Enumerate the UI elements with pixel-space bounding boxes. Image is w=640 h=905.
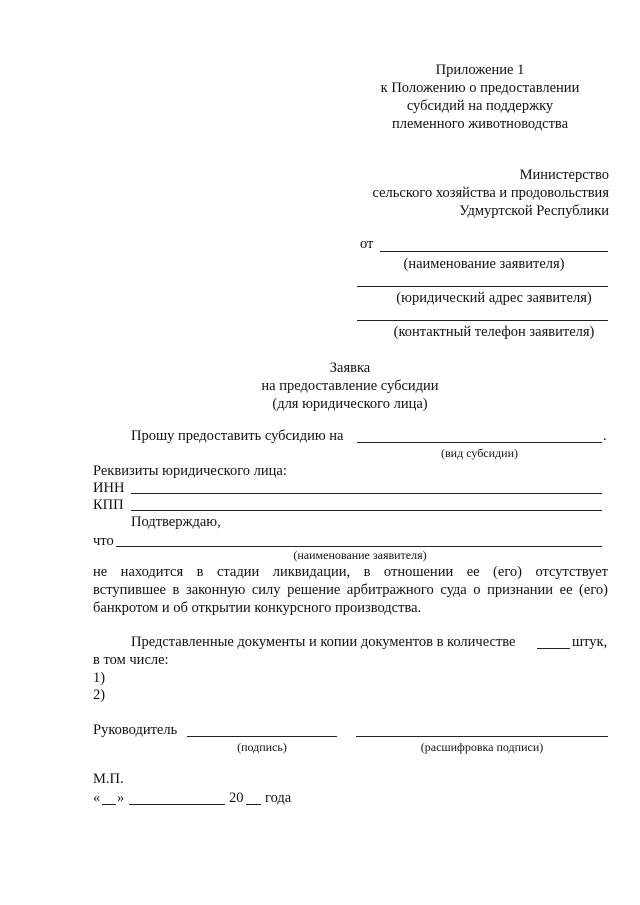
date-year-suffix: года [265, 790, 292, 806]
date-day-field[interactable] [102, 804, 116, 805]
request-text: Прошу предоставить субсидию на [131, 428, 344, 444]
documents-count-field[interactable] [537, 648, 570, 649]
applicant-name-confirm-caption: (наименование заявителя) [293, 548, 427, 562]
confirm-text: Подтверждаю, [131, 514, 221, 530]
appendix-title: Приложение 1 [435, 62, 525, 78]
applicant-phone-field[interactable] [357, 320, 608, 321]
requisites-title: Реквизиты юридического лица: [93, 463, 287, 479]
request-end: . [603, 428, 607, 444]
confirm-line-3: банкротом и об открытии конкурсного производства. [93, 600, 422, 616]
kpp-field[interactable] [131, 510, 602, 511]
from-label: от [360, 236, 374, 252]
date-open-quote: « [93, 790, 101, 806]
inn-label: ИНН [93, 480, 125, 496]
applicant-name-caption: (наименование заявителя) [403, 256, 565, 272]
applicant-phone-caption: (контактный телефон заявителя) [393, 324, 595, 340]
subsidy-type-caption: (вид субсидии) [441, 446, 518, 460]
documents-item-2: 2) [93, 687, 106, 703]
signature-decode-caption: (расшифровка подписи) [420, 740, 544, 754]
date-close-quote: » [117, 790, 125, 806]
doc-subtitle: на предоставление субсидии [261, 378, 439, 394]
kpp-label: КПП [93, 497, 124, 513]
date-month-field[interactable] [129, 804, 225, 805]
documents-unit: штук, [572, 634, 608, 650]
date-year-prefix: 20 [229, 790, 244, 806]
applicant-name-field[interactable] [380, 251, 608, 252]
subsidy-type-field[interactable] [357, 442, 602, 443]
signature-label: Руководитель [93, 722, 178, 738]
signature-field[interactable] [187, 736, 337, 737]
confirm-line-2: вступившее в законную силу решение арбитражного суда о признании ее (его) [93, 582, 608, 598]
stamp-label: М.П. [93, 771, 124, 787]
signature-caption: (подпись) [237, 740, 287, 754]
doc-subtitle-2: (для юридического лица) [272, 396, 428, 412]
documents-item-1: 1) [93, 670, 106, 686]
documents-text: Представленные документы и копии документов в количестве [131, 634, 516, 650]
applicant-name-confirm-field[interactable] [116, 546, 602, 547]
date-year-field[interactable] [246, 804, 261, 805]
addressee-line-3: Удмуртской Республики [459, 203, 609, 219]
confirm-what: что [93, 533, 114, 549]
inn-field[interactable] [131, 493, 602, 494]
confirm-line-1: не находится в стадии ликвидации, в отношении ее (его) отсутствует [93, 564, 608, 580]
addressee-line-1: Министерство [519, 167, 609, 183]
appendix-line-2: к Положению о предоставлении [380, 80, 580, 96]
signature-decode-field[interactable] [356, 736, 608, 737]
documents-including: в том числе: [93, 652, 169, 668]
applicant-address-caption: (юридический адрес заявителя) [396, 290, 592, 306]
appendix-line-4: племенного животноводства [391, 116, 569, 132]
doc-title: Заявка [329, 360, 371, 376]
appendix-line-3: субсидий на поддержку [406, 98, 554, 114]
addressee-line-2: сельского хозяйства и продовольствия [372, 185, 609, 201]
applicant-address-field[interactable] [357, 286, 608, 287]
